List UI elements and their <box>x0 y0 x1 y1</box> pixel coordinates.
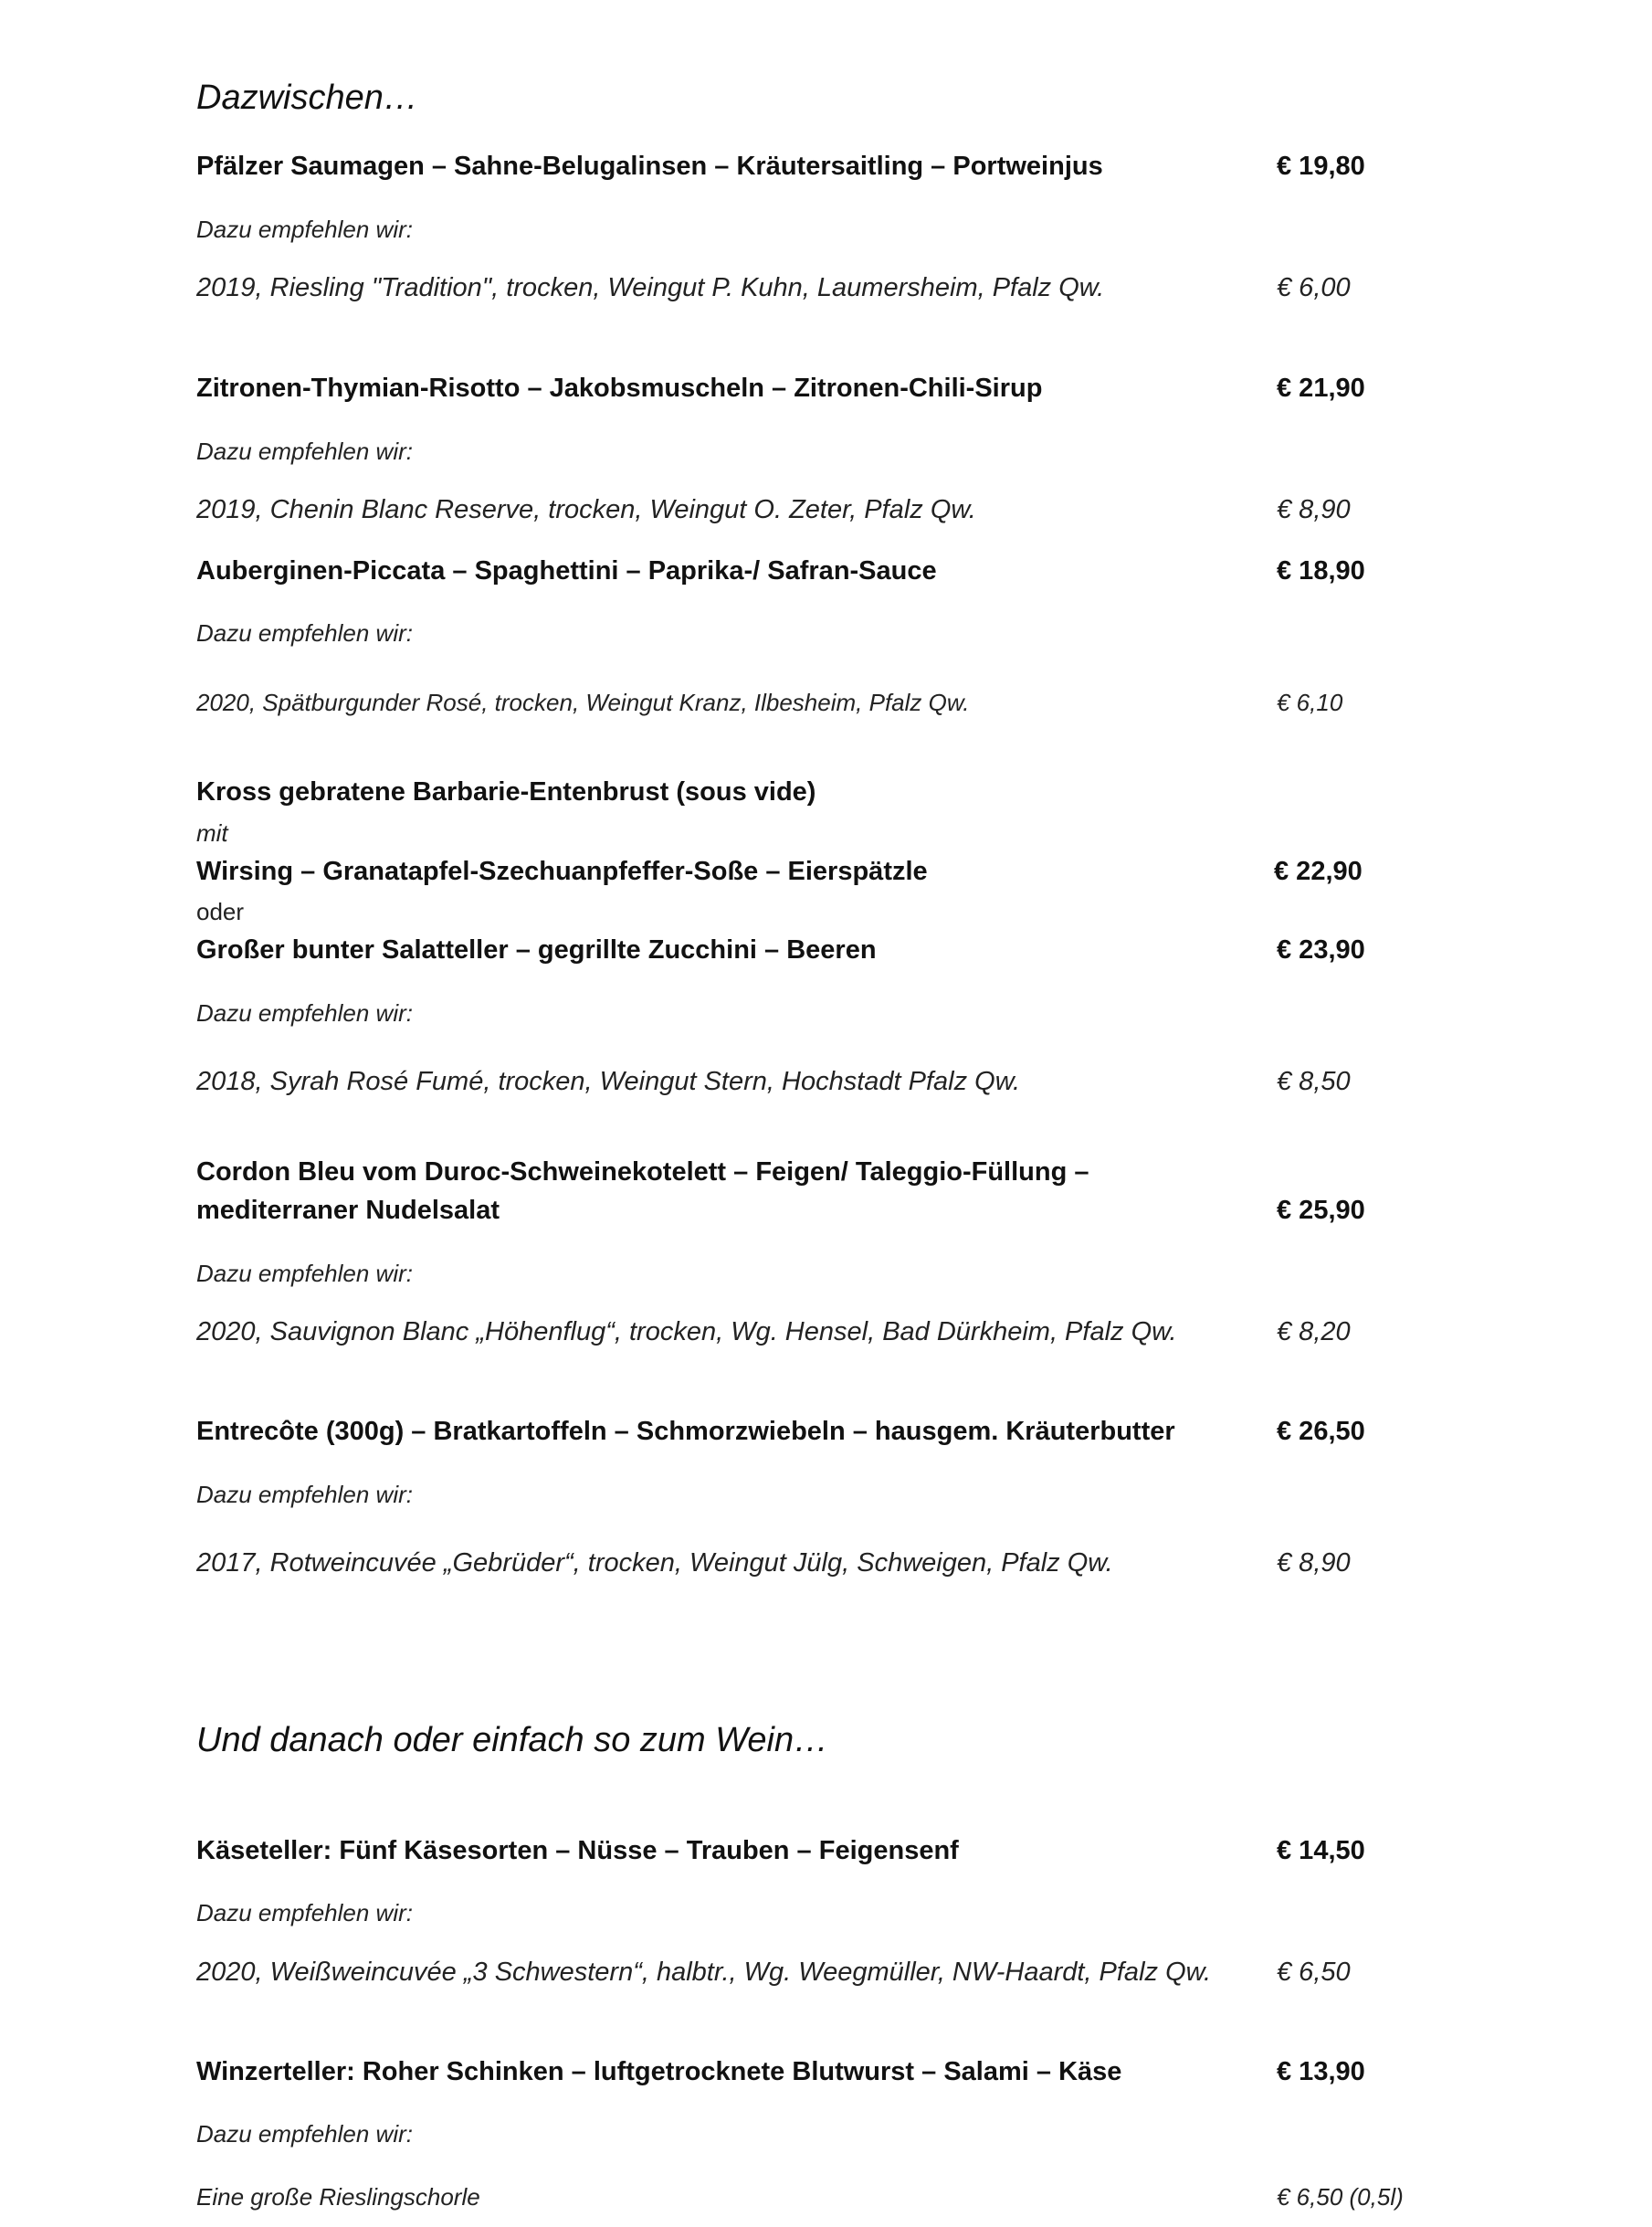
wine-saumagen: 2019, Riesling "Tradition", trocken, Weingut P. Kuhn, Laumersheim, Pfalz Qw. <box>196 273 1105 302</box>
wine-kaeseteller: 2020, Weißweincuvée „3 Schwestern“, halbtr., Wg. Weegmüller, NW-Haardt, Pfalz Qw. <box>196 1958 1212 1987</box>
price-kaeseteller: € 14,50 <box>1277 1836 1365 1865</box>
recommend-label-cordon-bleu: Dazu empfehlen wir: <box>196 1260 413 1287</box>
price-cordon-bleu: € 25,90 <box>1277 1196 1365 1225</box>
dish-winzerteller: Winzerteller: Roher Schinken – luftgetrocknete Blutwurst – Salami – Käse <box>196 2057 1122 2086</box>
recommend-label-risotto: Dazu empfehlen wir: <box>196 438 413 465</box>
connector-oder: oder <box>196 898 245 925</box>
wine-price-cordon-bleu: € 8,20 <box>1277 1317 1351 1346</box>
price-duck-option-wirsing: € 22,90 <box>1274 857 1363 886</box>
recommend-label-saumagen: Dazu empfehlen wir: <box>196 216 413 243</box>
recommend-label-winzerteller: Dazu empfehlen wir: <box>196 2120 413 2148</box>
price-saumagen: € 19,80 <box>1277 152 1365 181</box>
price-duck-option-salad: € 23,90 <box>1277 935 1365 965</box>
dish-kaeseteller: Käseteller: Fünf Käsesorten – Nüsse – Trauben – Feigensenf <box>196 1836 959 1865</box>
dish-entrecote: Entrecôte (300g) – Bratkartoffeln – Schmorzwiebeln – hausgem. Kräuterbutter <box>196 1417 1175 1446</box>
wine-price-duck: € 8,50 <box>1277 1067 1351 1096</box>
connector-mit: mit <box>196 819 228 847</box>
wine-duck: 2018, Syrah Rosé Fumé, trocken, Weingut Stern, Hochstadt Pfalz Qw. <box>196 1067 1021 1096</box>
wine-cordon-bleu: 2020, Sauvignon Blanc „Höhenflug“, trocken, Wg. Hensel, Bad Dürkheim, Pfalz Qw. <box>196 1317 1177 1346</box>
section-heading-dazwischen: Dazwischen… <box>196 79 418 117</box>
dish-piccata: Auberginen-Piccata – Spaghettini – Paprika-/ Safran-Sauce <box>196 556 937 586</box>
recommend-label-duck: Dazu empfehlen wir: <box>196 999 413 1027</box>
wine-price-saumagen: € 6,00 <box>1277 273 1351 302</box>
wine-price-kaeseteller: € 6,50 <box>1277 1958 1351 1987</box>
dish-saumagen: Pfälzer Saumagen – Sahne-Belugalinsen – Kräutersaitling – Portweinjus <box>196 152 1103 181</box>
wine-price-winzerteller: € 6,50 (0,5l) <box>1277 2183 1404 2211</box>
dish-cordon-bleu-line1: Cordon Bleu vom Duroc-Schweinekotelett – Feigen/ Taleggio-Füllung – <box>196 1157 1089 1187</box>
section-heading-und-danach: Und danach oder einfach so zum Wein… <box>196 1721 829 1759</box>
wine-price-risotto: € 8,90 <box>1277 495 1351 524</box>
wine-risotto: 2019, Chenin Blanc Reserve, trocken, Weingut O. Zeter, Pfalz Qw. <box>196 495 976 524</box>
price-winzerteller: € 13,90 <box>1277 2057 1365 2086</box>
dish-duck: Kross gebratene Barbarie-Entenbrust (sous vide) <box>196 777 816 807</box>
recommend-label-entrecote: Dazu empfehlen wir: <box>196 1481 413 1508</box>
recommend-label-kaeseteller: Dazu empfehlen wir: <box>196 1899 413 1926</box>
wine-price-piccata: € 6,10 <box>1277 689 1343 716</box>
wine-entrecote: 2017, Rotweincuvée „Gebrüder“, trocken, Weingut Jülg, Schweigen, Pfalz Qw. <box>196 1548 1113 1578</box>
wine-piccata: 2020, Spätburgunder Rosé, trocken, Weingut Kranz, Ilbesheim, Pfalz Qw. <box>196 689 970 716</box>
price-entrecote: € 26,50 <box>1277 1417 1365 1446</box>
wine-price-entrecote: € 8,90 <box>1277 1548 1351 1578</box>
price-piccata: € 18,90 <box>1277 556 1365 586</box>
price-risotto: € 21,90 <box>1277 374 1365 403</box>
wine-winzerteller: Eine große Rieslingschorle <box>196 2183 480 2211</box>
dish-duck-option-salad: Großer bunter Salatteller – gegrillte Zucchini – Beeren <box>196 935 877 965</box>
recommend-label-piccata: Dazu empfehlen wir: <box>196 619 413 647</box>
dish-cordon-bleu-line2: mediterraner Nudelsalat <box>196 1196 500 1225</box>
dish-duck-option-wirsing: Wirsing – Granatapfel-Szechuanpfeffer-Soße – Eierspätzle <box>196 857 928 886</box>
dish-risotto: Zitronen-Thymian-Risotto – Jakobsmuscheln – Zitronen-Chili-Sirup <box>196 374 1043 403</box>
